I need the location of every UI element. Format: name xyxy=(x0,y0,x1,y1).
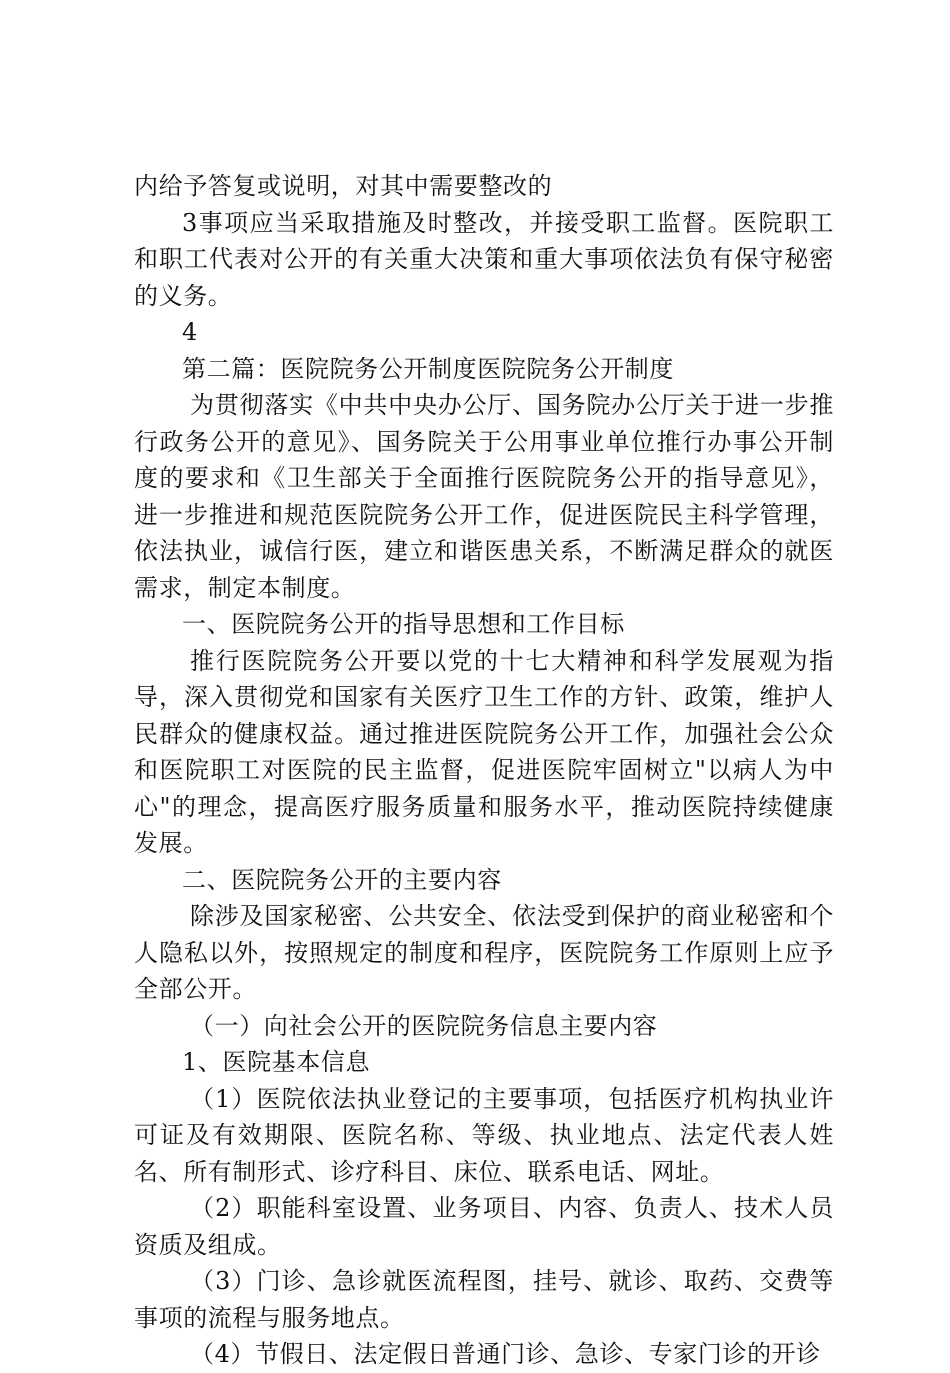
heading-main-content: 二、医院院务公开的主要内容 xyxy=(182,865,502,894)
document-body xyxy=(134,168,834,1373)
paragraph-main-content: 除涉及国家秘密、公共安全、依法受到保护的商业秘密和个人隐私以外，按照规定的制度和程序，医院院务工作原则上应予全部公开。 xyxy=(134,902,834,1003)
subheading-basic-info: 1、医院基本信息 xyxy=(182,1048,371,1076)
paragraph-continuation: 内给予答复或说明，对其中需要整改的 xyxy=(134,172,553,200)
paragraph-item-3: 3事项应当采取措施及时整改，并接受职工监督。医院职工和职工代表对公开的有关重大决策和重大事项依法负有保守秘密的义务。 xyxy=(134,208,834,310)
page-number-4: 4 xyxy=(182,318,198,346)
section-title: 第二篇：医院院务公开制度医院院务公开制度 xyxy=(182,354,674,383)
paragraph-guiding-ideas: 推行医院院务公开要以党的十七大精神和科学发展观为指导，深入贯彻党和国家有关医疗卫生工作的方针、政策，维护人民群众的健康权益。通过推进医院院务公开工作，加强社会公众和医院职工对医院的民主监督，促进医院牢固树立"以病人为中心"的理念，提高医疗服务质量和服务水平，推动医院持续健康发展。 xyxy=(134,646,834,857)
heading-guiding-ideas: 一、医院院务公开的指导思想和工作目标 xyxy=(182,610,625,638)
list-item-4: （4）节假日、法定假日普通门诊、急诊、专家门诊的开诊 xyxy=(190,1340,821,1368)
subheading-public-info: （一）向社会公开的医院院务信息主要内容 xyxy=(190,1011,658,1040)
list-item-3: （3）门诊、急诊就医流程图，挂号、就诊、取药、交费等事项的流程与服务地点。 xyxy=(134,1267,834,1332)
list-item-2: （2）职能科室设置、业务项目、内容、负责人、技术人员资质及组成。 xyxy=(134,1194,834,1259)
list-item-1: （1）医院依法执业登记的主要事项，包括医疗机构执业许可证及有效期限、医院名称、等级、执业地点、法定代表人姓名、所有制形式、诊疗科目、床位、联系电话、网址。 xyxy=(134,1084,834,1186)
paragraph-intro: 为贯彻落实《中共中央办公厅、国务院办公厅关于进一步推行政务公开的意见》、国务院关于公用事业单位推行办事公开制度的要求和《卫生部关于全面推行医院院务公开的指导意见》，进一步推进和规范医院院务公开工作，促进医院民主科学管理，依法执业，诚信行医，建立和谐医患关系，不断满足群众的就医需求，制定本制度。 xyxy=(134,391,834,602)
